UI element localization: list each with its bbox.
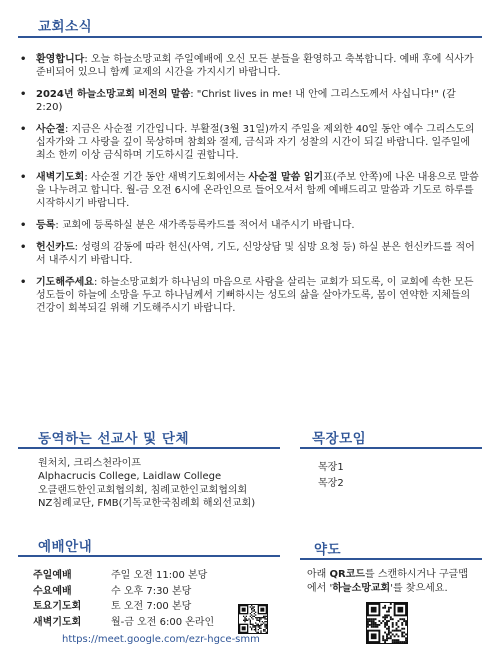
online-qr-code-icon[interactable]: [238, 604, 268, 634]
news-item: • 사순절: 지금은 사순절 기간입니다. 부활절(3월 31일)까지 주일을 제외한 40일 동안 예수 그리스도의 십자가와 그 사랑을 깊이 묵상하며 참회와 절제, 금식과 자기 성찰의 시간이 되길 바랍니다. 일주일에 최소 한끼 이상 금식하며 기도하시길 권합니다.: [20, 124, 475, 161]
pastoral-rule: [300, 447, 482, 449]
pastoral-group: 목장2: [318, 478, 344, 489]
news-item: • 새벽기도회: 사순절 기간 동안 새벽기도회에서는 사순절 말씀 읽기표(주보 안쪽)에 나온 내용으로 말씀을 나누려고 합니다. 월-금 오전 6시에 온라인으로 들어오셔서 함께 예배드리고 말씀과 기도로 하루를 시작하시기 바랍니다.: [20, 172, 479, 209]
map-title: 약도: [314, 542, 342, 558]
news-rule: [18, 36, 482, 38]
map-rule: [300, 558, 482, 560]
online-meeting-link[interactable]: https://meet.google.com/ezr-hgce-smm: [62, 634, 260, 645]
worship-row: 수요예배 수 오후 7:30 본당: [33, 585, 192, 597]
worship-row: 토요기도회 토 오전 7:00 본당: [33, 601, 192, 613]
mission-line: Alphacrucis College, Laidlaw College: [38, 471, 222, 483]
news-list: [18, 53, 480, 324]
pastoral-title: 목장모임: [312, 431, 367, 447]
news-item: • 헌신카드: 성령의 감동에 따라 헌신(사역, 기도, 신앙상담 및 심방 요청 등) 하실 분은 헌신카드를 적어서 내주시기 바랍니다.: [20, 242, 475, 266]
mission-line: 원처치, 크리스천라이프: [38, 458, 141, 469]
news-item: • 등록: 교회에 등록하실 분은 새가족등록카드를 적어서 내주시기 바랍니다.: [20, 220, 355, 231]
missions-title: 동역하는 선교사 및 단체: [38, 431, 190, 447]
missions-list: [38, 457, 298, 511]
news-title: 교회소식: [38, 19, 93, 35]
news-item: • 환영합니다: 오늘 하늘소망교회 주일예배에 오신 모든 분들을 환영하고 축복합니다. 예배 후에 식사가 준비되어 있으니 함께 교제의 시간을 가지시기 바랍니다.: [20, 54, 474, 78]
mission-line: 오클랜드한인교회협의회, 침례교한인교회협의회: [38, 484, 248, 496]
mission-line: NZ침례교단, FMB(기독교한국침례회 해외선교회): [38, 498, 256, 510]
news-item: • 2024년 하늘소망교회 비전의 말씀: "Christ lives in me! 내 안에 그리스도께서 사십니다!" (갈 2:20): [20, 89, 456, 113]
pastoral-list: [318, 460, 344, 492]
worship-title: 예배안내: [38, 539, 93, 555]
worship-rule: [18, 555, 280, 557]
map-instructions: 아래 QR코드를 스캔하시거나 구글맵 에서 '하늘소망교회'를 찾으세요.: [307, 569, 468, 594]
missions-rule: [18, 447, 280, 449]
pastoral-group: 목장1: [318, 462, 344, 473]
worship-row: 주일예배 주일 오전 11:00 본당: [33, 570, 208, 581]
news-item: • 기도해주세요: 하늘소망교회가 하나님의 마음으로 사람을 살리는 교회가 되도록, 이 교회에 속한 모든 성도들이 하늘에 소망을 두고 하나님께서 기뻐하시는 성도의 삶을 살아가도록, 몸이 연약한 지체들의 건강이 회복되길 위해 기도해주시기 바랍니다.: [20, 277, 474, 314]
worship-table: [33, 568, 214, 630]
worship-row: 새벽기도회 월-금 오전 6:00 온라인: [33, 616, 215, 628]
map-qr-code-icon[interactable]: [366, 602, 408, 644]
